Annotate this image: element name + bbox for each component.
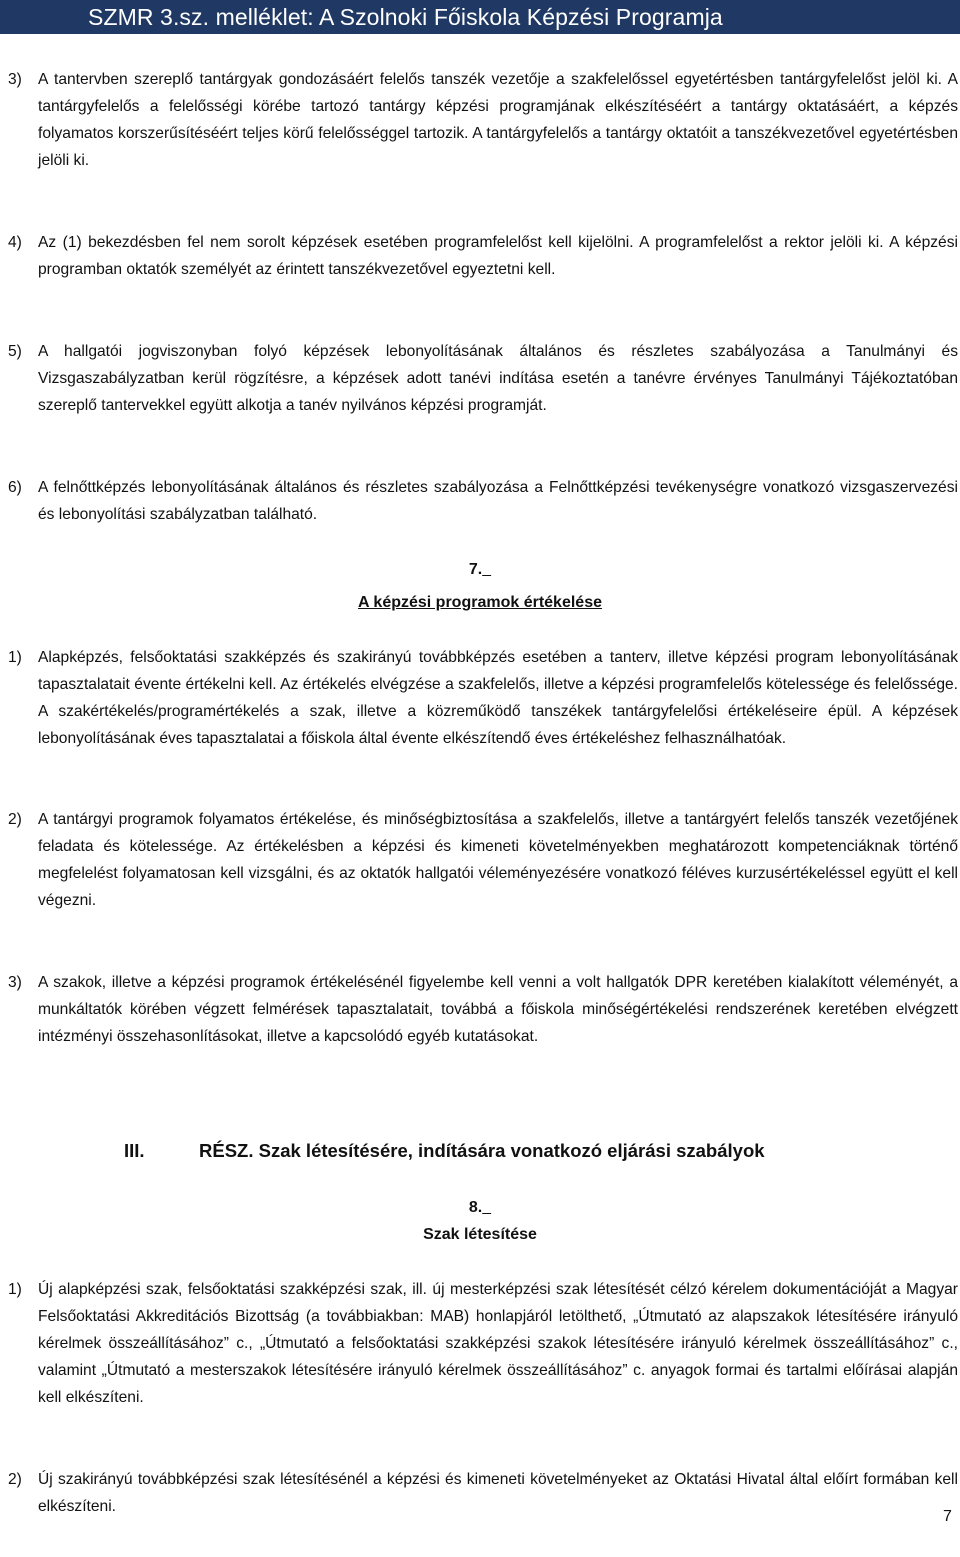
paragraph-item bbox=[8, 806, 958, 914]
paragraph-item bbox=[8, 644, 958, 752]
section-number: 8. bbox=[468, 1199, 483, 1216]
paragraph-text: A tantárgyi programok folyamatos értékelése, és minőségbiztosítása a szakfelelős, illetve a tantárgyért felelős tanszék vezetőjének feladata és kötelessége. Az értékelésben a képzési és kimeneti követelményekben meghatározott kompetenciáknak történő megfelelést folyamatosan kell vizsgálni, és az oktatók hallgatói véleményezésére vonatkozó féléves kurzusértékeléssel együtt el kell végezni. bbox=[38, 811, 958, 909]
paragraph-number: 3) bbox=[8, 974, 22, 991]
paragraph-text: Az (1) bekezdésben fel nem sorolt képzések esetében programfelelőst kell kijelölni. A programfelelőst a rektor jelöli ki. A képzési programban oktatók személyét az érintett tanszékvezetővel egyeztetni kell. bbox=[38, 234, 958, 278]
page-number: 7 bbox=[943, 1508, 952, 1525]
paragraph-number: 1) bbox=[8, 1281, 22, 1298]
paragraph-item bbox=[8, 338, 958, 419]
paragraph-number: 3) bbox=[8, 71, 22, 88]
paragraph-number: 6) bbox=[8, 479, 22, 496]
paragraph-item bbox=[8, 1466, 958, 1520]
paragraph-item bbox=[8, 1276, 958, 1411]
paragraph-text: A szakok, illetve a képzési programok értékelésénél figyelembe kell venni a volt hallgatók DPR keretében kialakított véleményét, a munkáltatók körében végzett felmérések tapasztalatait, továbbá a főiskola minőségértékelési rendszerének keretében elvégzett intézményi összehasonlításokat, illetve a kapcsolódó egyéb kutatásokat. bbox=[38, 974, 958, 1045]
paragraph-text: Új alapképzési szak, felsőoktatási szakképzési szak, ill. új mesterképzési szak létesítését célzó kérelem dokumentációját a Magyar Felsőoktatási Akkreditációs Bizottság (a továbbiakban: MAB) honlapjáról letölthető, „Útmutató az alapszakok létesítésére irányuló kérelmek összeállításához” c., „Útmutató a felsőoktatási szakképzési szakok létesítésére irányuló kérelmek összeállításához” c., valamint „Útmutató a mesterszakok létesítésére irányuló kérelmek összeállításához” c. anyagok formai és tartalmi előírásai alapján kell elkészíteni. bbox=[38, 1281, 958, 1406]
paragraph-text: Alapképzés, felsőoktatási szakképzés és szakirányú továbbképzés esetében a tanterv, illetve képzési program lebonyolításának tapasztalatait évente értékelni kell. Az értékelés elvégzése a szakfelelős, illetve a képzési programfelelős kötelessége és felelőssége. A szakértékelés/programértékelés a szak, illetve a közreműködő tanszékek tantárgyfelelősi értékeléseire épül. A képzések lebonyolításának éves tapasztalatai a főiskola által évente elkészítendő éves értékeléshez felhasználhatóak. bbox=[38, 649, 958, 747]
document-header-title: SZMR 3.sz. melléklet: A Szolnoki Főiskola Képzési Programja bbox=[88, 4, 723, 30]
part-roman-numeral: III. bbox=[124, 1140, 145, 1161]
paragraph-number: 2) bbox=[8, 1471, 22, 1488]
section-title: A képzési programok értékelése bbox=[358, 594, 602, 611]
paragraph-text: A felnőttképzés lebonyolításának általános és részletes szabályozása a Felnőttképzési tevékenységre vonatkozó vizsgaszervezési és lebonyolítási szabályzatban található. bbox=[38, 479, 958, 523]
paragraph-number: 4) bbox=[8, 234, 22, 251]
section-number: 7. bbox=[468, 561, 483, 578]
part-title: RÉSZ. Szak létesítésére, indítására vonatkozó eljárási szabályok bbox=[199, 1140, 765, 1161]
paragraph-number: 5) bbox=[8, 343, 22, 360]
paragraph-text: Új szakirányú továbbképzési szak létesítésénél a képzési és kimeneti követelményeket az Oktatási Hivatal által előírt formában kell elkészíteni. bbox=[38, 1471, 958, 1515]
paragraph-number: 2) bbox=[8, 811, 22, 828]
paragraph-item bbox=[8, 229, 958, 283]
paragraph-item bbox=[8, 969, 958, 1050]
paragraph-number: 1) bbox=[8, 649, 22, 666]
paragraph-item bbox=[8, 66, 958, 174]
paragraph-text: A hallgatói jogviszonyban folyó képzések lebonyolításának általános és részletes szabályozása a Tanulmányi és Vizsgaszabályzatban kerül rögzítésre, a képzések adott tanévi indítása esetén a tanévre érvényes Tanulmányi Tájékoztatóban szereplő tantervekkel együtt alkotja a tanév nyilvános képzési programját. bbox=[38, 343, 958, 414]
paragraph-item bbox=[8, 474, 958, 528]
paragraph-text: A tantervben szereplő tantárgyak gondozásáért felelős tanszék vezetője a szakfelelőssel egyetértésben tantárgyfelelőst jelöl ki. A tantárgyfelelős a felelősségi körébe tartozó tantárgy képzési programjának elkészítéséért a tantárgy oktatásáért, a képzés folyamatos korszerűsítéséért teljes körű felelősséggel tartozik. A tantárgyfelelős a tantárgy oktatóit a tanszékvezetővel egyetértésben jelöli ki. bbox=[38, 71, 958, 169]
section-title: Szak létesítése bbox=[423, 1226, 537, 1243]
